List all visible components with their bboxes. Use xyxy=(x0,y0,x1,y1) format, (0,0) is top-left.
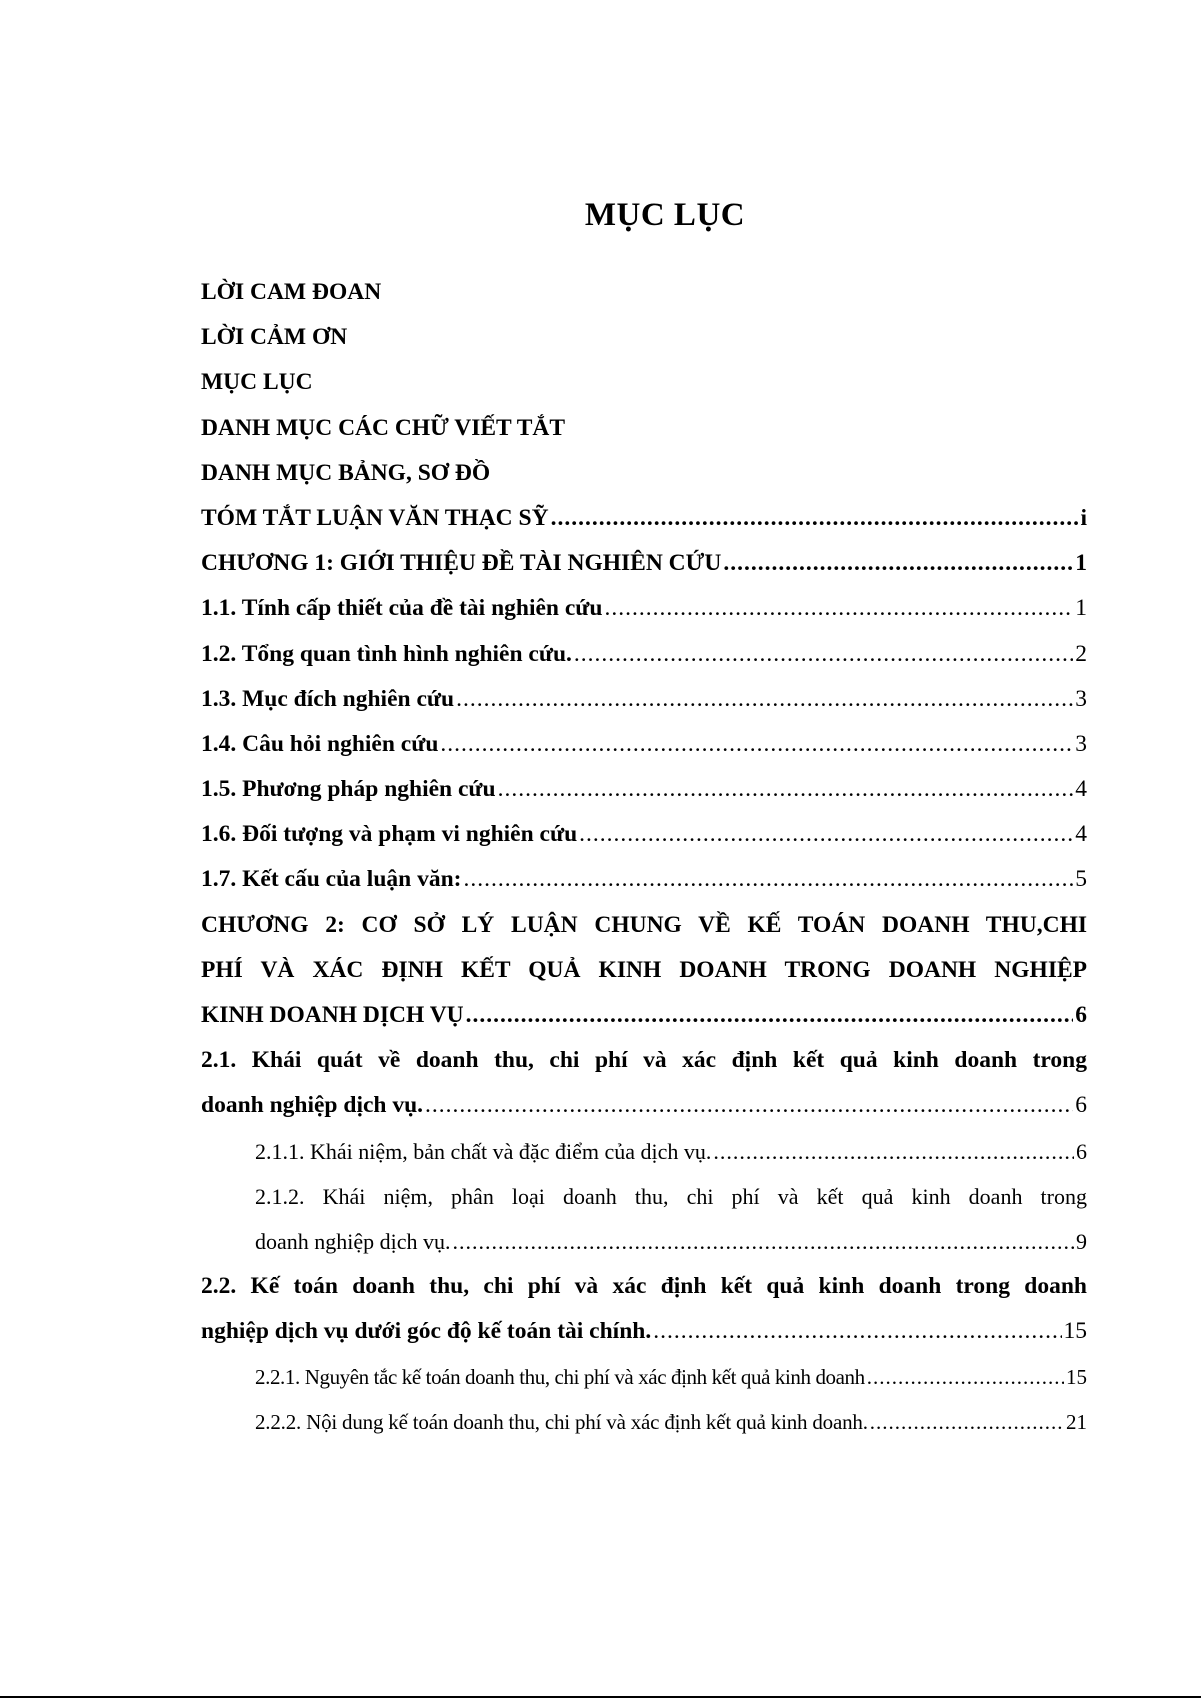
toc-entry-label: doanh nghiệp dịch vụ. xyxy=(201,1092,424,1119)
toc-entry-label: 1.7. Kết cấu của luận văn: xyxy=(201,866,462,893)
toc-entry[interactable] xyxy=(201,360,1087,405)
toc-page-number: 4 xyxy=(1075,776,1087,803)
toc-leader-dots xyxy=(867,1355,1064,1400)
toc-entry-label: LỜI CẢM ƠN xyxy=(201,324,348,351)
toc-leader-dots xyxy=(453,1219,1074,1264)
toc-entry-label: 2.1.2. Khái niệm, phân loại doanh thu, chi phí và kết quả kinh doanh trong xyxy=(255,1183,1087,1209)
toc-leader-dots xyxy=(440,722,1073,767)
table-of-contents xyxy=(201,270,1087,1445)
toc-page-number: 6 xyxy=(1076,1138,1087,1164)
toc-entry-label: CHƯƠNG 1: GIỚI THIỆU ĐỀ TÀI NGHIÊN CỨU xyxy=(201,550,722,577)
toc-entry[interactable] xyxy=(201,541,1087,586)
toc-entry-label: 2.2.1. Nguyên tắc kế toán doanh thu, chi phí và xác định kết quả kinh doanh xyxy=(255,1364,865,1389)
toc-page-number: 15 xyxy=(1066,1364,1087,1389)
toc-page-number: i xyxy=(1080,504,1087,531)
toc-entry-line[interactable] xyxy=(201,903,1087,948)
toc-entry-label: nghiệp dịch vụ dưới góc độ kế toán tài chính. xyxy=(201,1318,652,1345)
toc-leader-dots xyxy=(653,1309,1061,1354)
toc-leader-dots xyxy=(713,1129,1074,1174)
toc-entry-label: CHƯƠNG 2: CƠ SỞ LÝ LUẬN CHUNG VỀ KẾ TOÁN DOANH THU,CHI xyxy=(201,911,1087,938)
toc-entry-label: TÓM TẮT LUẬN VĂN THẠC SỸ xyxy=(201,504,549,531)
toc-page-number: 21 xyxy=(1066,1409,1087,1434)
toc-entry[interactable] xyxy=(201,270,1087,315)
toc-entry-line[interactable] xyxy=(201,1038,1087,1083)
toc-entry-label: LỜI CAM ĐOAN xyxy=(201,279,382,305)
toc-page-number: 3 xyxy=(1075,685,1087,712)
toc-entry[interactable] xyxy=(201,315,1087,360)
toc-leader-dots xyxy=(604,586,1073,631)
toc-entry-label: 1.2. Tổng quan tình hình nghiên cứu. xyxy=(201,640,572,667)
toc-leader-dots xyxy=(723,541,1073,586)
toc-entry[interactable] xyxy=(201,677,1087,722)
toc-leader-dots xyxy=(498,767,1074,812)
toc-leader-dots xyxy=(579,812,1073,857)
toc-page-number: 6 xyxy=(1075,1002,1087,1028)
toc-entry-label: 1.4. Câu hỏi nghiên cứu xyxy=(201,730,439,757)
toc-entry[interactable] xyxy=(201,451,1087,496)
toc-entry-label: DANH MỤC BẢNG, SƠ ĐỒ xyxy=(201,459,491,486)
toc-entry[interactable] xyxy=(201,1309,1087,1354)
page-title: MỤC LỤC xyxy=(584,197,746,233)
toc-entry[interactable] xyxy=(201,632,1087,677)
toc-entry[interactable] xyxy=(201,812,1087,857)
toc-entry-label: KINH DOANH DỊCH VỤ xyxy=(201,1002,464,1028)
toc-page-number: 1 xyxy=(1075,550,1087,577)
toc-entry-label: 2.1.1. Khái niệm, bản chất và đặc điểm của dịch vụ. xyxy=(255,1138,712,1164)
toc-entry-label: 1.3. Mục đích nghiên cứu xyxy=(201,685,455,712)
toc-entry[interactable] xyxy=(201,1219,1087,1264)
toc-page-number: 6 xyxy=(1075,1092,1087,1119)
toc-entry[interactable] xyxy=(201,406,1087,451)
toc-page-number: 2 xyxy=(1075,640,1087,667)
toc-entry[interactable] xyxy=(201,496,1087,541)
toc-page-number: 9 xyxy=(1076,1228,1087,1254)
toc-entry-label: 1.1. Tính cấp thiết của đề tài nghiên cứu xyxy=(201,595,603,622)
toc-page-number: 4 xyxy=(1075,821,1087,848)
toc-entry[interactable] xyxy=(201,1400,1087,1445)
toc-leader-dots xyxy=(466,993,1074,1038)
toc-entry-label: MỤC LỤC xyxy=(201,369,313,396)
toc-leader-dots xyxy=(425,1083,1073,1128)
toc-entry-line[interactable] xyxy=(201,1174,1087,1219)
toc-page-number: 15 xyxy=(1063,1318,1087,1345)
toc-entry[interactable] xyxy=(201,767,1087,812)
toc-entry-line[interactable] xyxy=(201,1264,1087,1309)
toc-entry[interactable] xyxy=(201,722,1087,767)
toc-entry[interactable] xyxy=(201,1083,1087,1128)
toc-entry-label: 1.6. Đối tượng và phạm vi nghiên cứu xyxy=(201,821,578,848)
toc-entry-label: 2.2. Kế toán doanh thu, chi phí và xác định kết quả kinh doanh trong doanh xyxy=(201,1273,1087,1300)
toc-entry-label: 2.2.2. Nội dung kế toán doanh thu, chi phí và xác định kết quả kinh doanh. xyxy=(255,1409,868,1434)
toc-leader-dots xyxy=(456,677,1073,722)
toc-entry[interactable] xyxy=(201,586,1087,631)
toc-leader-dots xyxy=(551,496,1079,541)
toc-leader-dots xyxy=(463,857,1073,902)
toc-entry-label: doanh nghiệp dịch vụ. xyxy=(255,1228,451,1254)
toc-leader-dots xyxy=(574,632,1073,677)
toc-entry[interactable] xyxy=(201,1355,1087,1400)
toc-entry-label: DANH MỤC CÁC CHỮ VIẾT TẮT xyxy=(201,414,566,441)
toc-entry[interactable] xyxy=(201,993,1087,1038)
toc-page-number: 1 xyxy=(1075,595,1087,622)
toc-entry-label: 1.5. Phương pháp nghiên cứu xyxy=(201,776,496,803)
toc-page-number: 3 xyxy=(1075,730,1087,757)
toc-entry[interactable] xyxy=(201,857,1087,902)
toc-page-number: 5 xyxy=(1075,866,1087,893)
toc-entry-label: PHÍ VÀ XÁC ĐỊNH KẾT QUẢ KINH DOANH TRONG DOANH NGHIỆP xyxy=(201,956,1087,983)
toc-leader-dots xyxy=(870,1400,1064,1445)
toc-entry-line[interactable] xyxy=(201,948,1087,993)
toc-entry[interactable] xyxy=(201,1129,1087,1174)
toc-entry-label: 2.1. Khái quát về doanh thu, chi phí và xác định kết quả kinh doanh trong xyxy=(201,1047,1087,1074)
